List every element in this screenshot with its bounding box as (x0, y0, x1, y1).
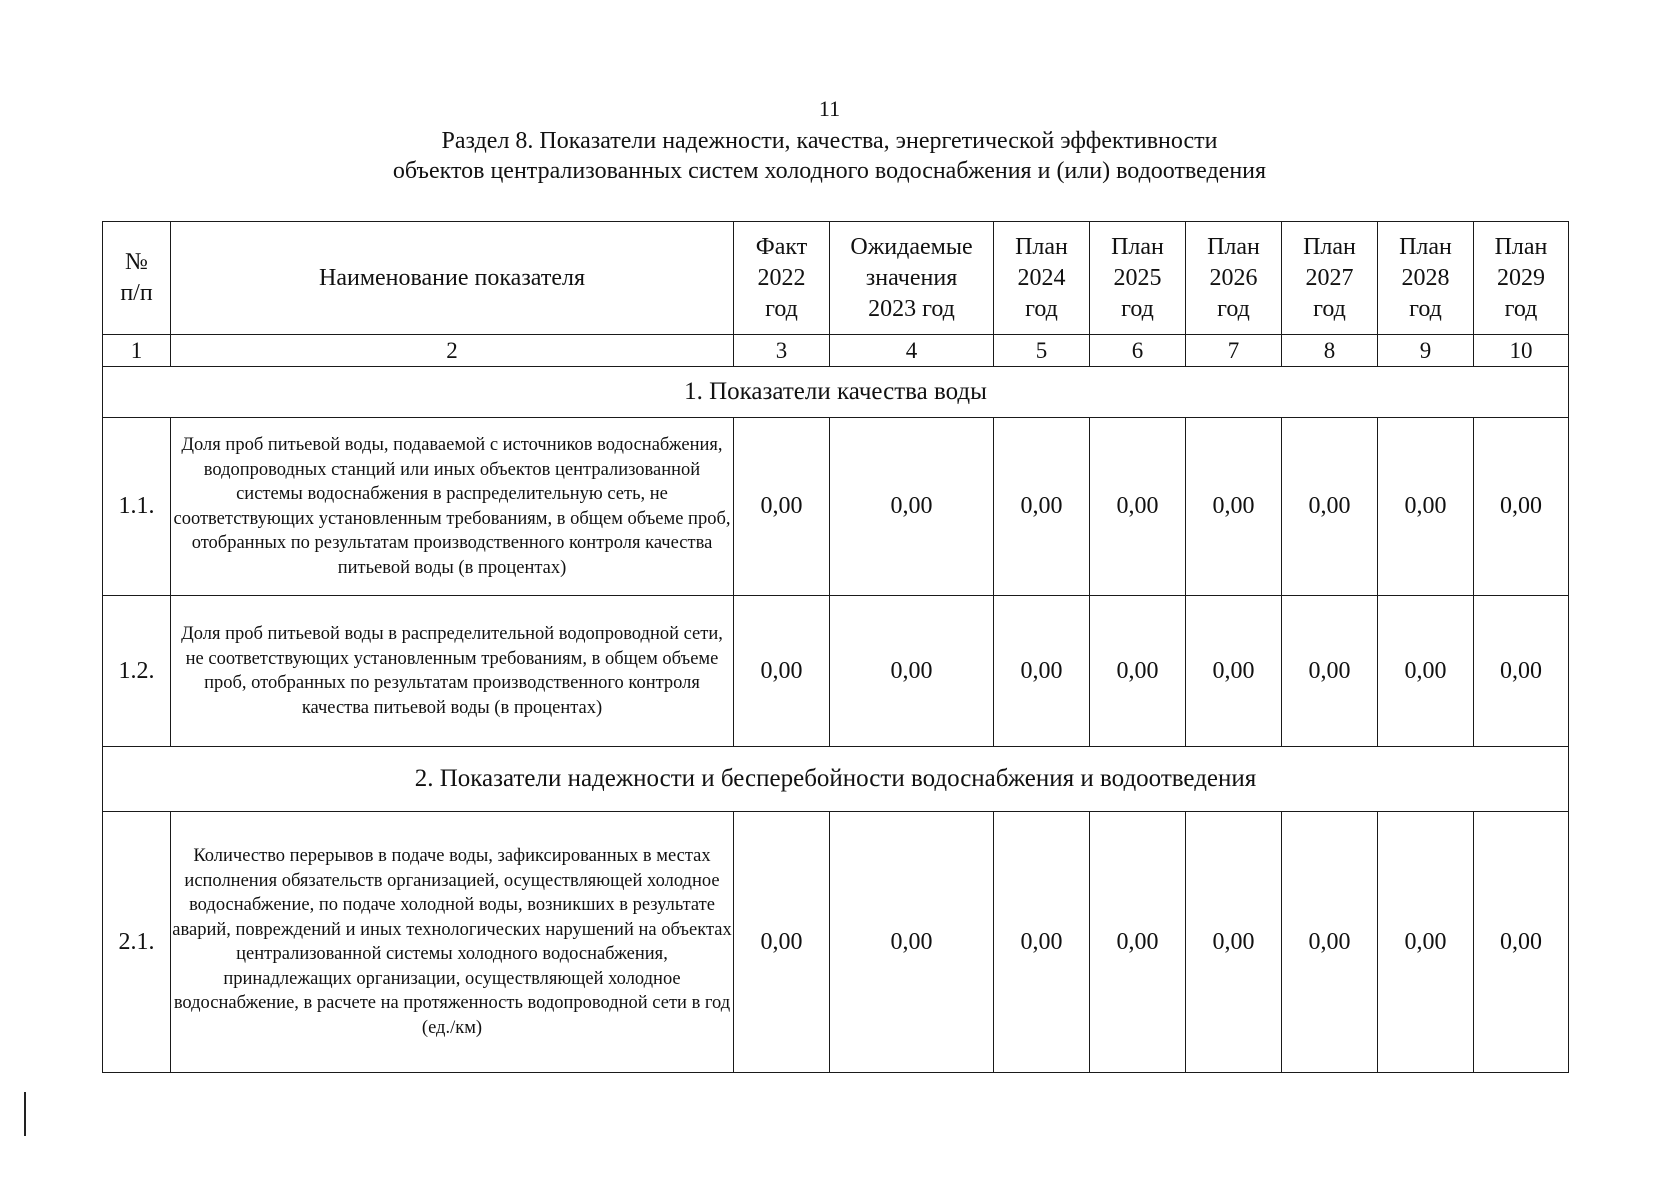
header-plan-2029: План 2029 год (1474, 222, 1569, 335)
value-cell: 0,00 (734, 418, 830, 596)
group-title: 1. Показатели качества воды (103, 367, 1569, 418)
indicator-name: Доля проб питьевой воды в распределительной водопроводной сети, не соответствующих установленным требованиям, в общем объеме проб, отобранных по результатам производственного контроля качества питьевой воды (в процентах) (171, 596, 734, 747)
header-fact-2022: Факт 2022 год (734, 222, 830, 335)
column-number: 2 (171, 335, 734, 367)
value-cell: 0,00 (1474, 418, 1569, 596)
table-header-row (103, 222, 1569, 335)
table-row (103, 596, 1569, 747)
group-title: 2. Показатели надежности и бесперебойности водоснабжения и водоотведения (103, 747, 1569, 812)
column-number: 10 (1474, 335, 1569, 367)
header-plan-2027: План 2027 год (1282, 222, 1378, 335)
header-plan-2025: План 2025 год (1090, 222, 1186, 335)
column-number-row (103, 335, 1569, 367)
row-number: 1.1. (103, 418, 171, 596)
value-cell: 0,00 (994, 812, 1090, 1073)
indicator-name: Количество перерывов в подаче воды, зафиксированных в местах исполнения обязательств организацией, осуществляющей холодное водоснабжение, по подаче холодной воды, возникших в результате аварий, повреждений и иных технологических нарушений на объектах централизованной системы холодного водоснабжения, принадлежащих организации, осуществляющей холодное водоснабжение, в расчете на протяженность водопроводной сети в год (ед./км) (171, 812, 734, 1073)
section-title-line-2: объектов централизованных систем холодного водоснабжения и (или) водоотведения (392, 158, 1267, 184)
column-number: 7 (1186, 335, 1282, 367)
margin-mark (24, 1092, 26, 1136)
section-title (0, 126, 1659, 186)
column-number: 1 (103, 335, 171, 367)
value-cell: 0,00 (1090, 418, 1186, 596)
column-number: 6 (1090, 335, 1186, 367)
table-row (103, 418, 1569, 596)
header-expected-2023: Ожидаемые значения 2023 год (830, 222, 994, 335)
value-cell: 0,00 (830, 418, 994, 596)
value-cell: 0,00 (1282, 812, 1378, 1073)
value-cell: 0,00 (830, 596, 994, 747)
page-number: 11 (818, 96, 841, 121)
row-number: 2.1. (103, 812, 171, 1073)
value-cell: 0,00 (1474, 596, 1569, 747)
header-plan-2024: План 2024 год (994, 222, 1090, 335)
group-row-2 (103, 747, 1569, 812)
table-row (103, 812, 1569, 1073)
value-cell: 0,00 (994, 596, 1090, 747)
group-row-1 (103, 367, 1569, 418)
value-cell: 0,00 (1474, 812, 1569, 1073)
row-number: 1.2. (103, 596, 171, 747)
header-plan-2026: План 2026 год (1186, 222, 1282, 335)
section-title-line-1: Раздел 8. Показатели надежности, качества, энергетической эффективности (441, 128, 1218, 154)
header-name: Наименование показателя (171, 222, 734, 335)
column-number: 5 (994, 335, 1090, 367)
value-cell: 0,00 (1378, 812, 1474, 1073)
value-cell: 0,00 (1090, 596, 1186, 747)
value-cell: 0,00 (830, 812, 994, 1073)
column-number: 9 (1378, 335, 1474, 367)
column-number: 3 (734, 335, 830, 367)
value-cell: 0,00 (1090, 812, 1186, 1073)
header-num: № п/п (103, 222, 171, 335)
value-cell: 0,00 (1282, 596, 1378, 747)
column-number: 4 (830, 335, 994, 367)
value-cell: 0,00 (994, 418, 1090, 596)
column-number: 8 (1282, 335, 1378, 367)
value-cell: 0,00 (734, 812, 830, 1073)
value-cell: 0,00 (1186, 812, 1282, 1073)
indicators-table (102, 221, 1569, 1073)
indicator-name: Доля проб питьевой воды, подаваемой с источников водоснабжения, водопроводных станций или иных объектов централизованной системы водоснабжения в распределительную сеть, не соответствующих установленным требованиям, в общем объеме проб, отобранных по результатам производственного контроля качества питьевой воды (в процентах) (171, 418, 734, 596)
value-cell: 0,00 (1282, 418, 1378, 596)
header-plan-2028: План 2028 год (1378, 222, 1474, 335)
value-cell: 0,00 (1186, 418, 1282, 596)
value-cell: 0,00 (1378, 418, 1474, 596)
value-cell: 0,00 (734, 596, 830, 747)
value-cell: 0,00 (1186, 596, 1282, 747)
value-cell: 0,00 (1378, 596, 1474, 747)
